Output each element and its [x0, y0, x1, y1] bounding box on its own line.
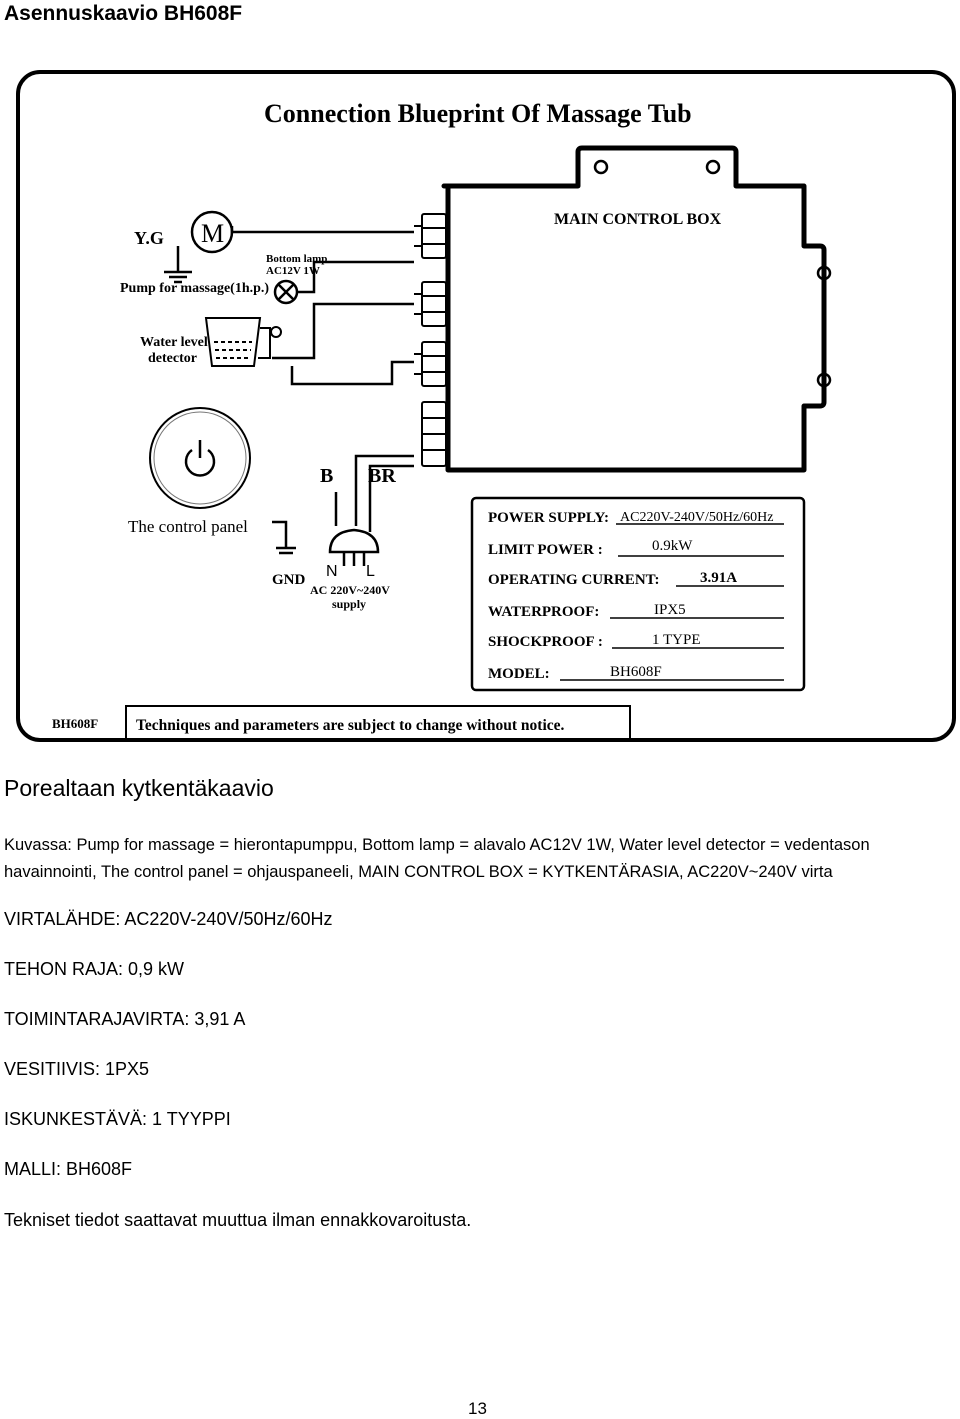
translation-caption: Kuvassa: Pump for massage = hierontapumppu, Bottom lamp = alavalo AC12V 1W, Water level detector = vedentason havainnointi, The control panel = ohjauspaneeli, MAIN CONTROL BOX = KYTKENTÄRASIA, AC220V~240V virta: [4, 836, 870, 881]
plug-n-label: N: [326, 563, 338, 580]
spec-line-limit-power: TEHON RAJA: 0,9 kW: [4, 959, 185, 979]
section-title: Porealtaan kytkentäkaavio: [4, 775, 274, 801]
wire-br-label: BR: [368, 465, 396, 487]
detector-label-line2: detector: [148, 351, 197, 366]
spec-waterproof-value: IPX5: [654, 602, 686, 618]
disclaimer-note: Tekniset tiedot saattavat muuttua ilman ennakkovaroitusta.: [4, 1210, 472, 1230]
footer-notice: Techniques and parameters are subject to change without notice.: [136, 717, 565, 734]
ground-label: Y.G: [134, 228, 164, 248]
spec-shockproof-label: SHOCKPROOF :: [488, 634, 603, 650]
spec-waterproof-label: WATERPROOF:: [488, 604, 600, 620]
wire-b-label: B: [320, 465, 334, 487]
spec-line-shockproof: ISKUNKESTÄVÄ: 1 TYYPPI: [4, 1109, 231, 1129]
page-number: 13: [468, 1399, 487, 1418]
supply-label-line1: AC 220V~240V: [310, 583, 390, 597]
bottom-lamp-icon: [275, 281, 297, 303]
main-box-label: MAIN CONTROL BOX: [554, 211, 722, 228]
plug-l-label: L: [366, 563, 375, 580]
control-panel-label: The control panel: [128, 517, 248, 536]
detector-label-line1: Water level: [140, 335, 208, 350]
gnd-label: GND: [272, 572, 306, 588]
spec-power-supply-label: POWER SUPPLY:: [488, 510, 609, 526]
footer-model: BH608F: [52, 716, 99, 731]
spec-model-label: MODEL:: [488, 666, 550, 682]
page-heading: Asennuskaavio BH608F: [4, 2, 243, 25]
spec-line-operating-current: TOIMINTARAJAVIRTA: 3,91 A: [4, 1009, 246, 1029]
control-panel-icon: [150, 408, 250, 508]
main-control-box: [444, 148, 830, 470]
supply-label-line2: supply: [332, 597, 367, 611]
spec-line-waterproof: VESITIIVIS: 1PX5: [4, 1059, 150, 1079]
spec-line-model: MALLI: BH608F: [4, 1159, 133, 1179]
diagram-title: Connection Blueprint Of Massage Tub: [264, 99, 692, 128]
svg-text:M: M: [201, 219, 225, 248]
spec-limit-power-value: 0.9kW: [652, 538, 693, 554]
spec-plate: [472, 498, 804, 690]
pump-label: Pump for massage(1h.p.): [120, 281, 270, 296]
water-level-detector-icon: [206, 318, 281, 366]
spec-operating-current-value: 3.91A: [700, 570, 738, 586]
lamp-label-line2: AC12V 1W: [266, 265, 320, 277]
connection-diagram: [14, 66, 960, 746]
cable-glands: [414, 214, 446, 466]
pump-motor-icon: [192, 212, 232, 252]
lamp-label-line1: Bottom lamp: [266, 253, 328, 265]
spec-line-power-supply: VIRTALÄHDE: AC220V-240V/50Hz/60Hz: [4, 909, 333, 929]
spec-shockproof-value: 1 TYPE: [652, 632, 701, 648]
spec-model-value: BH608F: [610, 664, 662, 680]
spec-operating-current-label: OPERATING CURRENT:: [488, 572, 660, 588]
spec-power-supply-value: AC220V-240V/50Hz/60Hz: [620, 510, 774, 525]
spec-limit-power-label: LIMIT POWER :: [488, 542, 603, 558]
power-plug-icon: [330, 530, 378, 566]
